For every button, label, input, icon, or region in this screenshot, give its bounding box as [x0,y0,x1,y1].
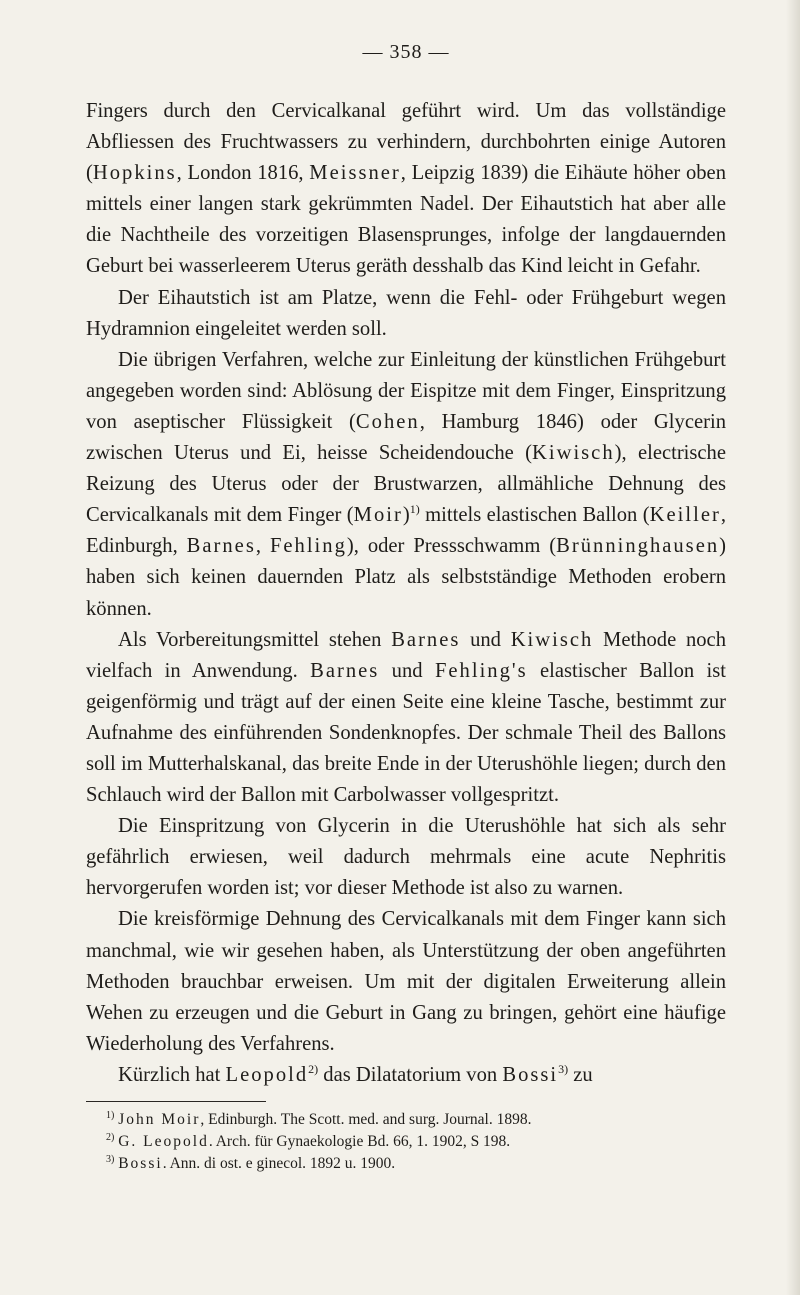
paragraph [86,904,726,1059]
footnote-reference: 2) [308,1062,319,1077]
text-run: , [255,535,270,558]
text-run: ) haben sich keinen dauernden Platz als selbstständige Methoden erobern können. [86,535,726,620]
author-name: Cohen [355,410,420,433]
text-run: elastischer Ballon ist geigenförmig und trägt auf der einen Seite eine kleine Tasche, bestimmt zur Aufnahme des einführenden Sondenknopfes. Der schmale Theil des Ballons soll im Mutterhalskanal, das breite Ende in der Uterushöhle liegen; durch den Schlauch wird der Ballon mit Carbolwasser vollgespritzt. [86,659,726,807]
text-run: das Dilatatorium von [318,1063,503,1086]
text-run: Methode noch vielfach in Anwendung. [86,628,726,682]
text-run: mittels elastischen Ballon ( [419,504,650,527]
footnote-mark: 1) [106,1109,115,1121]
text-run: , London 1816, [176,162,310,185]
footnote-citation: . Ann. di ost. e ginecol. 1892 u. 1900. [162,1155,396,1172]
author-name: Brünninghausen [556,535,720,558]
footnote-mark: 2) [106,1131,115,1143]
paragraph [86,625,726,812]
body-text [86,96,726,1091]
author-name: Barnes [186,535,256,558]
footnote-divider [86,1101,266,1102]
footnote-citation: , Edinburgh. The Scott. med. and surg. Journal. 1898. [200,1111,532,1128]
footnote-author: John Moir [118,1111,201,1128]
footnote [106,1110,726,1130]
footnote-citation: . Arch. für Gynaekologie Bd. 66, 1. 1902, S 198. [208,1133,511,1150]
paragraph [86,283,726,345]
paragraph [86,96,726,283]
text-run: Der Eihautstich ist am Platze, wenn die Fehl- oder Frühgeburt wegen Hydramnion eingeleitet werden soll. [86,286,726,340]
book-page [86,32,726,1176]
text-run: Die Einspritzung von Glycerin in die Uterushöhle hat sich als sehr gefährlich erwiesen, weil dadurch mehrmals eine acute Nephritis hervorgerufen worden ist; vor dieser Methode ist also zu warnen. [86,815,726,900]
text-run: Die kreisförmige Dehnung des Cervicalkanals mit dem Finger kann sich manchmal, wie wir gesehen haben, als Unterstützung der oben angeführten Methoden brauchbar erweisen. Um mit der digitalen Erweiterung allein Wehen zu erzeugen und die Geburt in Gang zu bringen, gehört eine häufige Wiederholung des Verfahrens. [86,908,726,1055]
text-run: ), electrische Reizung des Uterus oder der Brustwarzen, allmähliche Dehnung des Cervicalkanals mit dem Finger ( [86,442,726,527]
text-run: , Hamburg 1846) oder Glycerin zwischen Uterus und Ei, heisse Scheidendouche ( [86,410,726,465]
footnote-author: G. Leopold [118,1133,209,1150]
footnote [106,1132,726,1152]
text-run: ), oder Pressschwamm ( [346,535,557,558]
page-edge-shadow [786,0,800,1295]
author-name: Barnes [391,628,461,651]
footnote-reference: 3) [558,1062,569,1077]
footnotes [86,1110,726,1174]
author-name: Fehling [269,535,347,558]
page-number: — 358 — [362,41,450,63]
footnote [106,1154,726,1174]
author-name: Hopkins [92,162,177,185]
author-name: Barnes [310,659,380,682]
author-name: Meissner [309,162,401,185]
author-name: Leopold [225,1063,309,1086]
text-run: , Edinburgh, [86,504,726,558]
author-name: Fehling's [434,659,528,682]
author-name: Kiwisch [531,442,615,465]
text-run: ) [402,504,410,527]
author-name: Bossi [502,1063,559,1086]
text-run: Als Vorbereitungsmittel stehen [118,628,392,651]
text-run: , Leipzig 1839) die Eihäute höher oben mittels einer langen stark gekrümmten Nadel. Der Eihautstich hat aber alle die Nachtheile des vorzeitigen Blasensprunges, infolge der langdauernden Geburt bei wasserleerem Uterus geräth desshalb das Kind leicht in Gefahr. [86,162,726,278]
author-name: Keiller [649,504,721,527]
author-name: Moir [353,504,403,527]
text-run: Die übrigen Verfahren, welche zur Einleitung der künstlichen Frühgeburt angegeben worden sind: Ablösung der Eispitze mit dem Finger, Einspritzung von aseptischer Flüssigkeit ( [86,348,726,433]
footnote-mark: 3) [106,1153,115,1165]
text-run: Fingers durch den Cervicalkanal geführt wird. Um das vollständige Abfliessen des Fruchtwassers zu verhindern, durchbohrten einige Autoren ( [86,100,726,185]
text-run: und [460,628,511,651]
text-run: zu [568,1063,593,1086]
footnote-author: Bossi [118,1155,163,1172]
paragraph [86,1060,726,1091]
text-run: Kürzlich hat [118,1063,226,1086]
paragraph [86,345,726,625]
author-name: Kiwisch [510,628,594,651]
text-run: und [379,659,435,682]
footnote-reference: 1) [409,502,420,517]
paragraph [86,811,726,904]
